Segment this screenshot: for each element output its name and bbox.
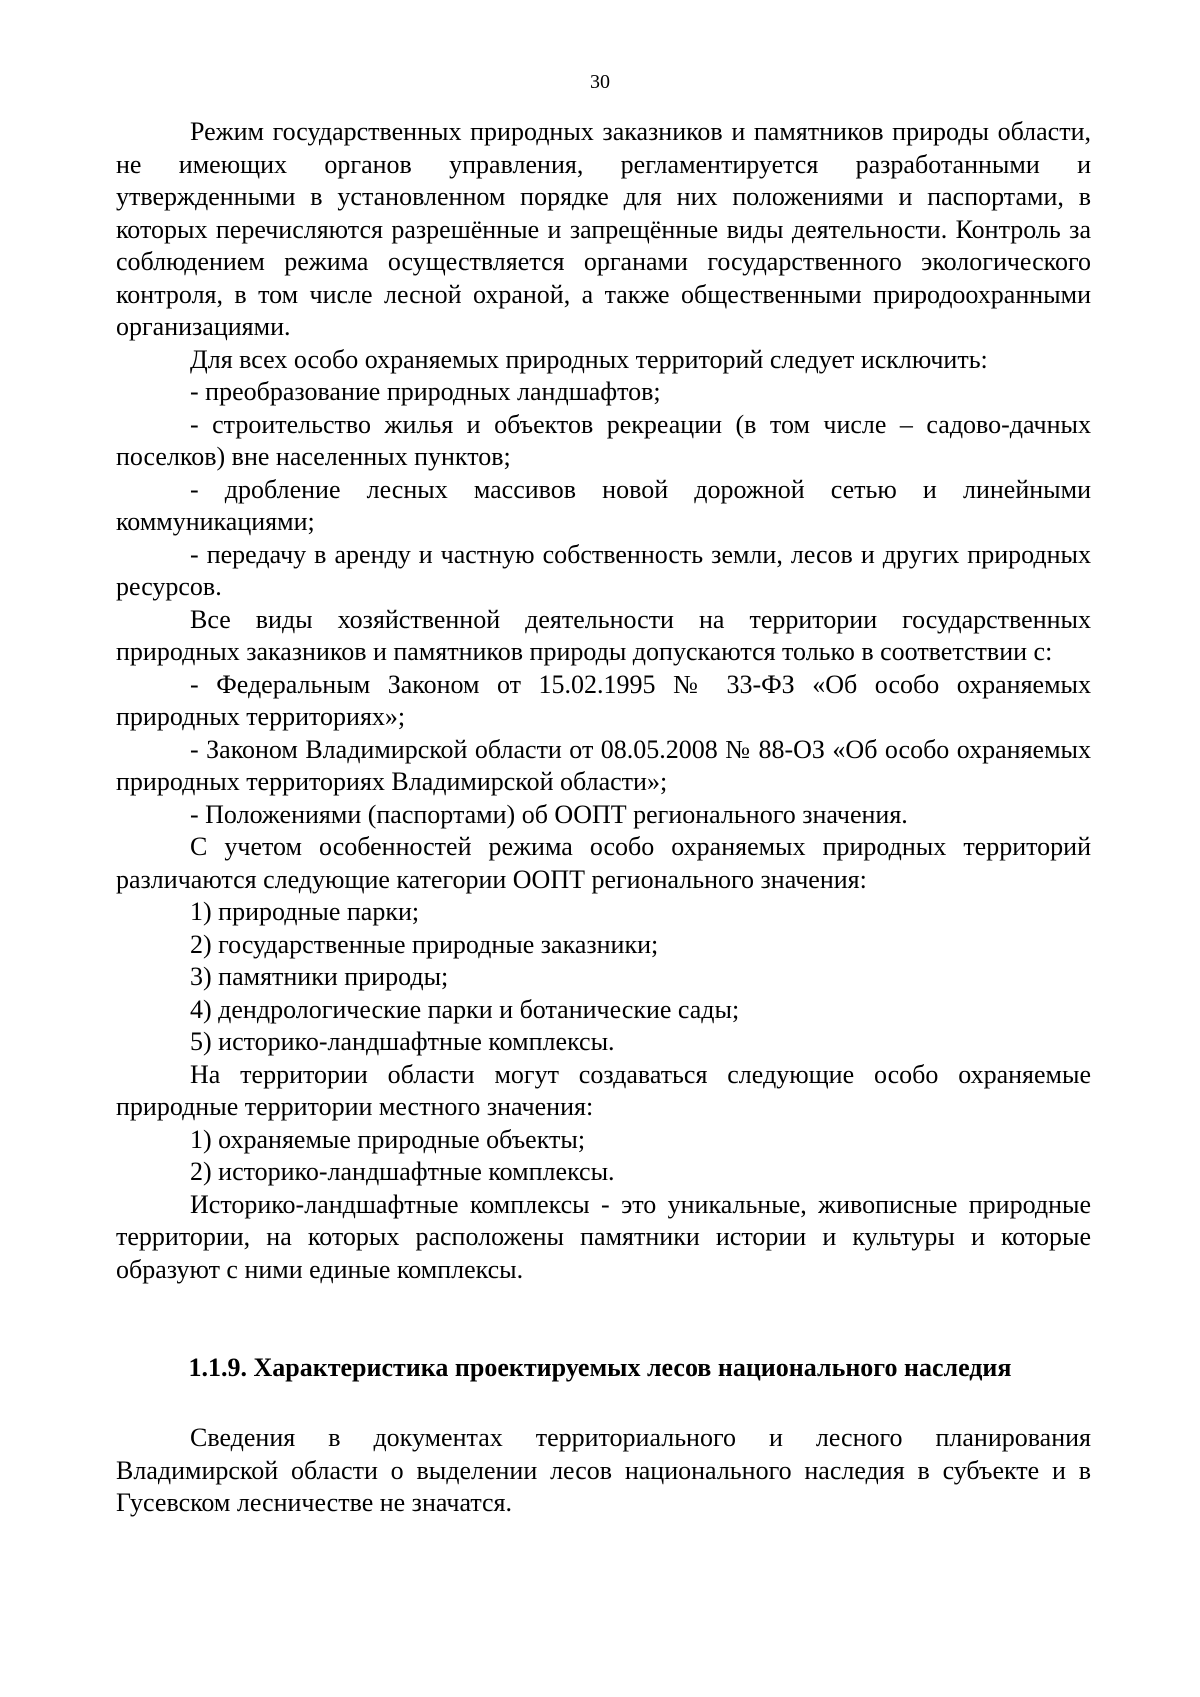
list-item-historical-landscape: 5) историко-ландшафтные комплексы. bbox=[190, 1027, 615, 1056]
paragraph-exclusions-intro: Для всех особо охраняемых природных территорий следует исключить: bbox=[190, 344, 988, 374]
final-text bbox=[116, 1422, 1091, 1520]
page-number: 30 bbox=[590, 71, 610, 93]
paragraph-historical-landscape-definition: Историко-ландшафтные комплексы - это уникальные, живописные природные территории, на которых расположены памятники истории и культуры и которые образуют с ними единые комплексы. bbox=[116, 1189, 1091, 1284]
list-item-dendrological-parks: 4) дендрологические парки и ботанические сады; bbox=[190, 994, 740, 1024]
paragraph-national-heritage: Сведения в документах территориального и лесного планирования Владимирской области о выделении лесов национального наследия в субъекте и в Гусевском лесничестве не значатся. bbox=[116, 1423, 1091, 1517]
list-item-natural-parks: 1) природные парки; bbox=[190, 897, 420, 926]
list-item-regional-law: - Законом Владимирской области от 08.05.2008 № 88-ОЗ «Об особо охраняемых природных территориях Владимирской области»; bbox=[116, 734, 1091, 796]
list-item-regulations: - Положениями (паспортами) об ООПТ регионального значения. bbox=[190, 799, 908, 829]
paragraph-categories-intro: С учетом особенностей режима особо охраняемых природных территорий различаются следующие категории ООПТ регионального значения: bbox=[116, 832, 1091, 894]
body-text bbox=[116, 116, 1091, 1286]
list-item-natural-monuments: 3) памятники природы; bbox=[190, 962, 449, 991]
list-item-construction: - строительство жилья и объектов рекреации (в том числе – садово-дачных поселков) вне населенных пунктов; bbox=[116, 409, 1091, 471]
list-item-federal-law: - Федеральным Законом от 15.02.1995 № 33-ФЗ «Об особо охраняемых природных территориях»; bbox=[116, 669, 1091, 731]
paragraph-activities-intro: Все виды хозяйственной деятельности на территории государственных природных заказников и памятников природы допускаются только в соответствии с: bbox=[116, 604, 1091, 666]
paragraph-local-intro: На территории области могут создаваться следующие особо охраняемые природные территории местного значения: bbox=[116, 1059, 1091, 1121]
list-item-landscape-transformation: - преобразование природных ландшафтов; bbox=[190, 377, 661, 406]
list-item-protected-objects: 1) охраняемые природные объекты; bbox=[190, 1124, 586, 1154]
list-item-reserves: 2) государственные природные заказники; bbox=[190, 929, 659, 959]
section-heading: 1.1.9. Характеристика проектируемых лесов национального наследия bbox=[188, 1353, 1012, 1382]
list-item-local-historical-landscape: 2) историко-ландшафтные комплексы. bbox=[190, 1157, 615, 1186]
list-item-fragmentation: - дробление лесных массивов новой дорожной сетью и линейными коммуникациями; bbox=[116, 474, 1091, 536]
paragraph-regime: Режим государственных природных заказников и памятников природы области, не имеющих органов управления, регламентируется разработанными и утвержденными в установленном порядке для них положениями и паспортами, в которых перечисляются разрешённые и запрещённые виды деятельности. Контроль за соблюдением режима осуществляется органами государственного экологического контроля, в том числе лесной охраной, а также общественными природоохранными организациями. bbox=[116, 117, 1091, 341]
list-item-lease: - передачу в аренду и частную собственность земли, лесов и других природных ресурсов. bbox=[116, 539, 1091, 601]
